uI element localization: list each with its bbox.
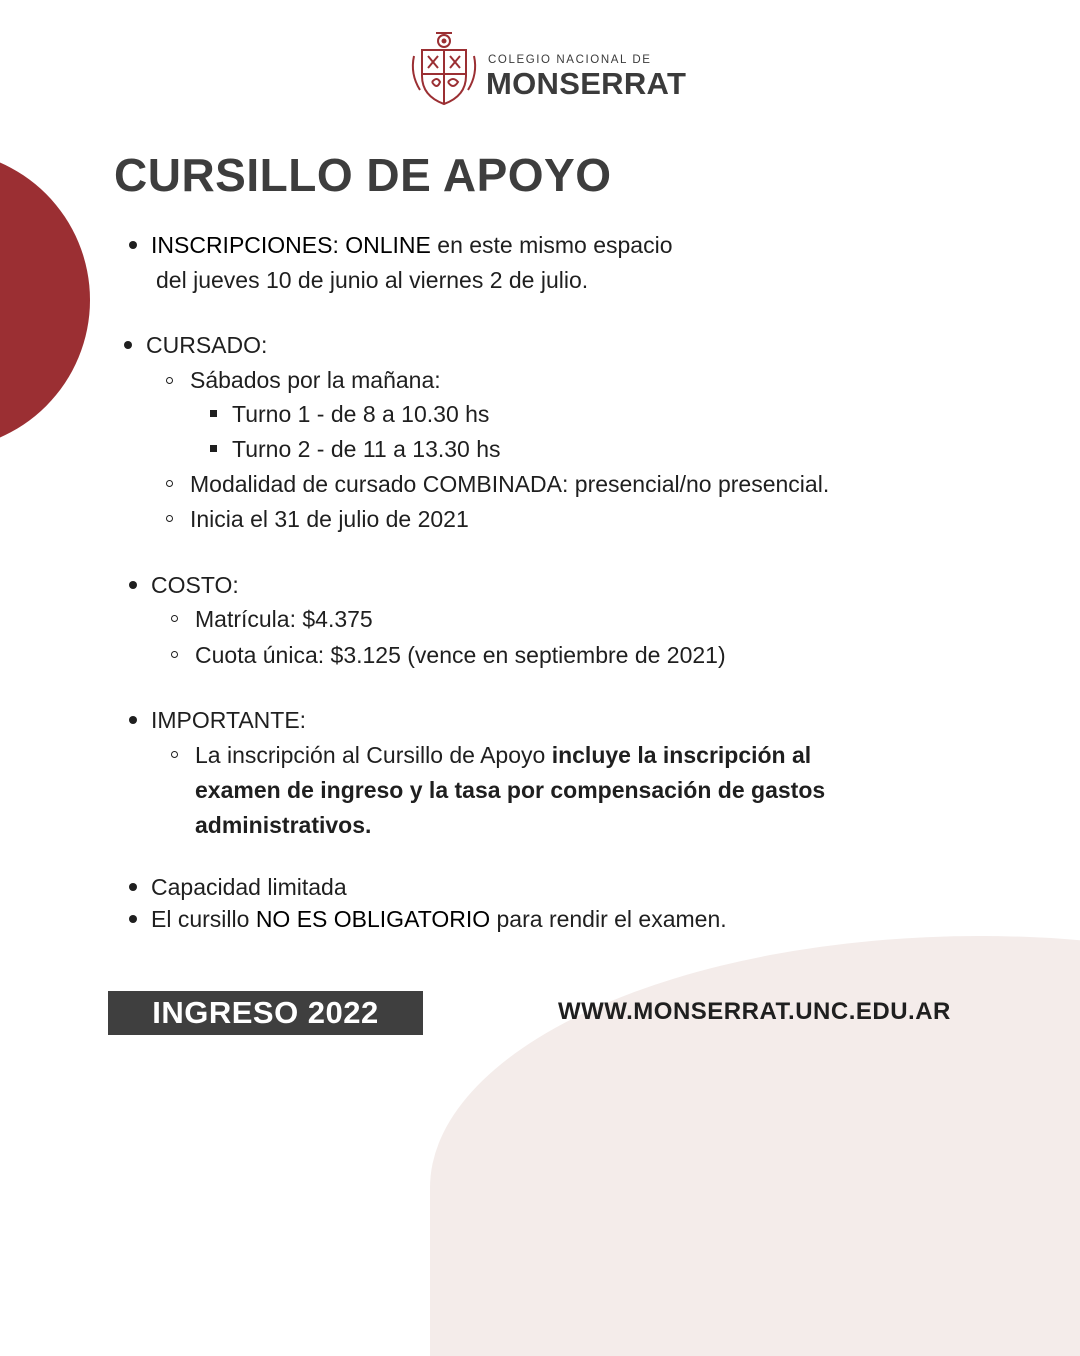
costo-matricula: Matrícula: $4.375 — [195, 606, 373, 632]
bullet-ring — [166, 377, 173, 384]
bullet-dot — [129, 581, 137, 589]
cursado-turno1: Turno 1 - de 8 a 10.30 hs — [232, 401, 490, 427]
bullet-ring — [166, 480, 173, 487]
bullet-dot — [129, 883, 137, 891]
bullet-ring — [166, 515, 173, 522]
capacidad-text: Capacidad limitada — [151, 874, 347, 900]
bullet-dot — [129, 241, 137, 249]
bullet-ring — [171, 615, 178, 622]
cursado-inicio: Inicia el 31 de julio de 2021 — [190, 506, 469, 532]
inscripciones-line1 — [151, 230, 673, 260]
importante-line3: administrativos. — [195, 812, 372, 838]
cursado-sabados: Sábados por la mañana: — [190, 367, 441, 393]
decorative-red-circle — [0, 150, 90, 450]
page-title: CURSILLO DE APOYO — [114, 149, 612, 201]
cursado-modalidad: Modalidad de cursado COMBINADA: presencial/no presencial. — [190, 471, 830, 497]
importante-line2: examen de ingreso y la tasa por compensación de gastos — [195, 777, 826, 803]
inscripciones-text: en este mismo espacio — [430, 232, 673, 258]
obligatorio-pre: El cursillo — [151, 906, 256, 932]
website-url[interactable]: WWW.MONSERRAT.UNC.EDU.AR — [558, 998, 951, 1025]
obligatorio-post: para rendir el examen. — [490, 906, 727, 932]
bullet-square — [210, 410, 217, 417]
importante-text-bold1: incluye la inscripción al — [551, 742, 812, 768]
inscripciones-line2: del jueves 10 de junio al viernes 2 de julio. — [156, 267, 589, 293]
importante-label: IMPORTANTE: — [151, 707, 307, 733]
bullet-square — [210, 445, 217, 452]
importante-line1 — [195, 740, 811, 770]
inscripciones-label: INSCRIPCIONES: ONLINE — [151, 232, 431, 258]
crest-icon — [408, 30, 480, 108]
bullet-dot — [124, 341, 132, 349]
bullet-ring — [171, 651, 178, 658]
costo-label: COSTO: — [151, 572, 239, 598]
bullet-dot — [129, 716, 137, 724]
ingreso-badge: INGRESO 2022 — [108, 991, 423, 1035]
obligatorio-line — [151, 904, 727, 934]
school-name-line2: MONSERRAT — [486, 66, 687, 101]
cursado-label: CURSADO: — [146, 332, 268, 358]
importante-text-plain: La inscripción al Cursillo de Apoyo — [195, 742, 552, 768]
costo-cuota: Cuota única: $3.125 (vence en septiembre de 2021) — [195, 642, 726, 668]
school-logo — [408, 30, 687, 112]
obligatorio-bold: NO ES OBLIGATORIO — [255, 906, 491, 932]
cursado-turno2: Turno 2 - de 11 a 13.30 hs — [232, 436, 501, 462]
bullet-ring — [171, 751, 178, 758]
bullet-dot — [129, 915, 137, 923]
school-name-line1: COLEGIO NACIONAL DE — [488, 54, 652, 66]
